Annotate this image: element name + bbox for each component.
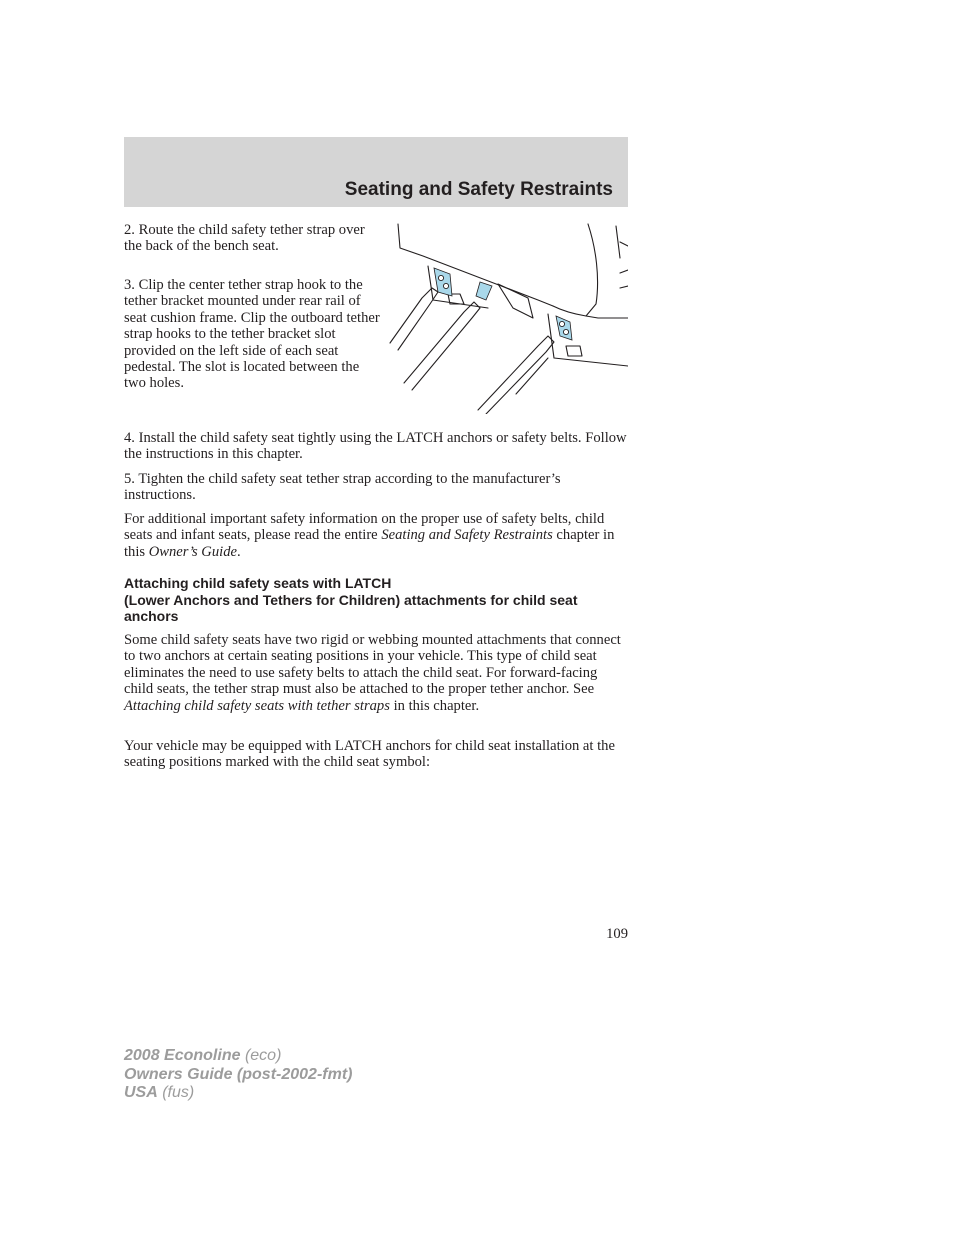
left-slot-hole-lower bbox=[443, 283, 448, 288]
seat-back-right-outline bbox=[586, 224, 598, 316]
center-anchor-highlight bbox=[476, 282, 492, 300]
step-5-text: 5. Tighten the child safety seat tether strap according to the manufacturer’s instructions. bbox=[124, 471, 561, 504]
left-tether-strap bbox=[390, 288, 438, 350]
right-tether-strap bbox=[478, 336, 554, 414]
latch-equipped-paragraph: Your vehicle may be equipped with LATCH anchors for child seat installation at the seating positions marked with the child seat symbol: bbox=[124, 738, 615, 771]
right-strap-detail bbox=[516, 358, 548, 394]
tether-strap-illustration bbox=[388, 218, 628, 414]
right-slot-hole-lower bbox=[563, 329, 568, 334]
left-slot-hole-upper bbox=[438, 275, 443, 280]
page-number: 109 bbox=[606, 926, 628, 942]
latch-description-paragraph: Some child safety seats have two rigid or webbing mounted attachments that connect to two anchors at certain seating positions in your vehicle. This type of child seat eliminates the need to use safety belts to attach the child seat. For forward-facing child seats, the tether strap must also be attached to the proper tether anchor. See Attaching child safety seats with tether straps in this chapter. bbox=[124, 632, 621, 714]
center-bracket-outline bbox=[498, 284, 533, 318]
latch-subheading: Attaching child safety seats with LATCH (Lower Anchors and Tethers for Children) attachments for child seat anchors bbox=[124, 575, 578, 625]
step-2-text: 2. Route the child safety tether strap over the back of the bench seat. bbox=[124, 222, 365, 255]
bench-seat-edge-line bbox=[398, 224, 553, 306]
additional-safety-paragraph: For additional important safety information on the proper use of safety belts, child seats and infant seats, please read the entire Seating and Safety Restraints chapter in this Owner’s Guide. bbox=[124, 511, 615, 560]
seat-side-detail bbox=[616, 226, 628, 288]
right-slot-hole-upper bbox=[559, 321, 564, 326]
document-footer: 2008 Econoline (eco) Owners Guide (post-2002-fmt) USA (fus) bbox=[124, 1047, 353, 1101]
center-tether-strap bbox=[404, 302, 480, 390]
step-3-text: 3. Clip the center tether strap hook to the tether bracket mounted under rear rail of seat cushion frame. Clip the outboard tether strap hooks to the tether bracket slot provided on the left side of each seat pedestal. The slot is located between the two holes. bbox=[124, 277, 380, 392]
chapter-reference: Seating and Safety Restraints bbox=[381, 527, 553, 544]
left-anchor-highlight bbox=[434, 268, 452, 296]
step-4-text: 4. Install the child safety seat tightly using the LATCH anchors or safety belts. Follow the instructions in this chapter. bbox=[124, 430, 627, 463]
guide-reference: Owner’s Guide bbox=[148, 543, 237, 560]
right-anchor-highlight bbox=[556, 316, 572, 340]
section-header-band bbox=[124, 137, 628, 207]
section-title: Seating and Safety Restraints bbox=[344, 179, 613, 200]
cushion-rail-line bbox=[553, 306, 628, 318]
tether-section-reference: Attaching child safety seats with tether straps bbox=[124, 697, 390, 714]
right-pedestal-slot bbox=[566, 346, 582, 356]
